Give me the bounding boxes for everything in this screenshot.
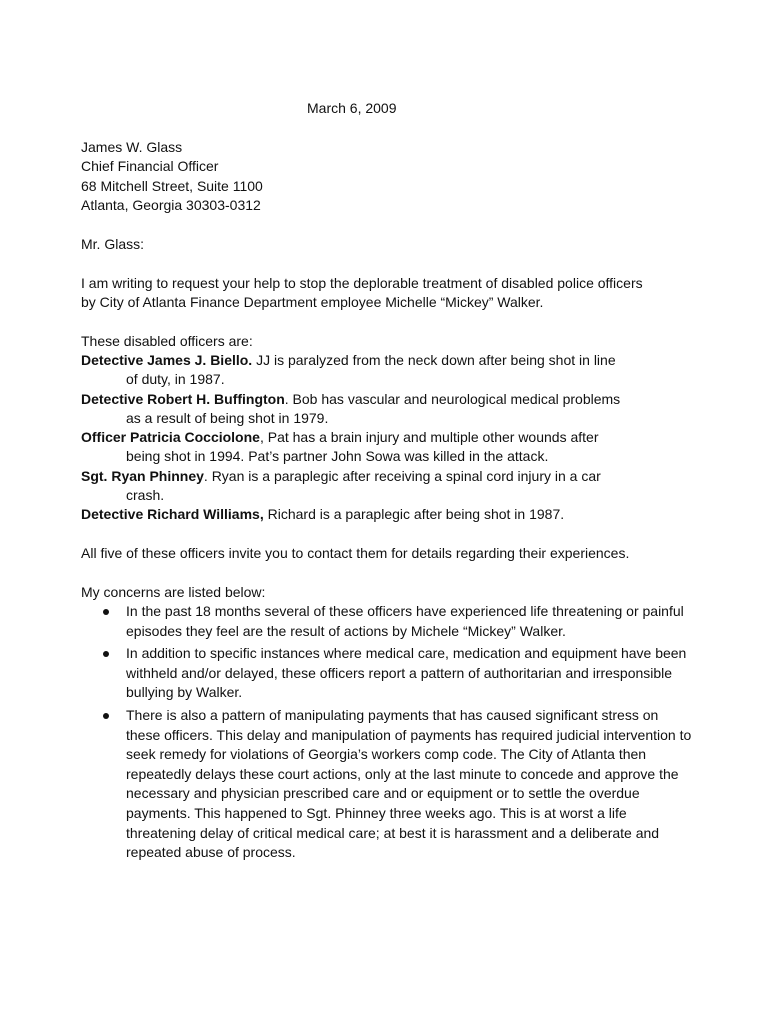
recipient-name: James W. Glass — [81, 139, 183, 155]
intro-line-1: I am writing to request your help to stop the deplorable treatment of disabled police officers — [81, 275, 643, 291]
officer-description-cont: of duty, in 1987. — [126, 371, 225, 387]
concern-item: In addition to specific instances where medical care, medication and equipment have been withheld and/or delayed, these officers report a pattern of authoritarian and irresponsible bullying by Walker. — [126, 645, 687, 701]
recipient-address-line1: 68 Mitchell Street, Suite 1100 — [81, 178, 263, 194]
bullet-icon — [103, 609, 109, 615]
officer-description: Richard is a paraplegic after being shot in 1987. — [263, 506, 565, 522]
officer-entry — [81, 351, 616, 370]
officer-description-cont: being shot in 1994. Pat’s partner John Sowa was killed in the attack. — [126, 448, 549, 464]
concerns-heading: My concerns are listed below: — [81, 584, 266, 600]
intro-line-2: by City of Atlanta Finance Department employee Michelle “Mickey” Walker. — [81, 294, 544, 310]
invite-paragraph: All five of these officers invite you to contact them for details regarding their experiences. — [81, 545, 630, 561]
recipient-title: Chief Financial Officer — [81, 158, 219, 174]
officer-description: , Pat has a brain injury and multiple other wounds after — [259, 429, 599, 445]
officer-description: . Ryan is a paraplegic after receiving a spinal cord injury in a car — [203, 468, 601, 484]
concern-item: In the past 18 months several of these officers have experienced life threatening or painful episodes they feel are the result of actions by Michele “Mickey” Walker. — [126, 603, 684, 639]
concern-item: There is also a pattern of manipulating payments that has caused significant stress on these officers. This delay and manipulation of payments has required judicial intervention to seek remedy for violations of Georgia’s workers comp code. The City of Atlanta then repeatedly delays these court actions, only at the last minute to concede and approve the necessary and physician prescribed care and or equipment or to settle the overdue payments. This happened to Sgt. Phinney three weeks ago. This is at worst a life threatening delay of critical medical care; at best it is harassment and a deliberate and repeated abuse of process. — [126, 707, 692, 861]
officer-name: Detective Robert H. Buffington — [81, 391, 285, 407]
officer-description: JJ is paralyzed from the neck down after being shot in line — [252, 352, 616, 368]
officer-name: Officer Patricia Cocciolone — [81, 429, 260, 445]
officer-entry — [81, 467, 601, 486]
officer-entry — [81, 428, 598, 447]
officer-description-cont: as a result of being shot in 1979. — [126, 410, 329, 426]
officer-entry — [81, 390, 620, 409]
salutation: Mr. Glass: — [81, 236, 145, 252]
officer-description: . Bob has vascular and neurological medical problems — [284, 391, 621, 407]
officer-description-cont: crash. — [126, 487, 165, 503]
officer-name: Detective Richard Williams, — [81, 506, 264, 522]
officer-entry — [81, 505, 564, 524]
officer-name: Detective James J. Biello. — [81, 352, 253, 368]
officer-name: Sgt. Ryan Phinney — [81, 468, 204, 484]
recipient-address-line2: Atlanta, Georgia 30303-0312 — [81, 197, 261, 213]
letter-date: March 6, 2009 — [307, 100, 397, 116]
bullet-icon — [103, 713, 109, 719]
bullet-icon — [103, 651, 109, 657]
officers-heading: These disabled officers are: — [81, 333, 253, 349]
